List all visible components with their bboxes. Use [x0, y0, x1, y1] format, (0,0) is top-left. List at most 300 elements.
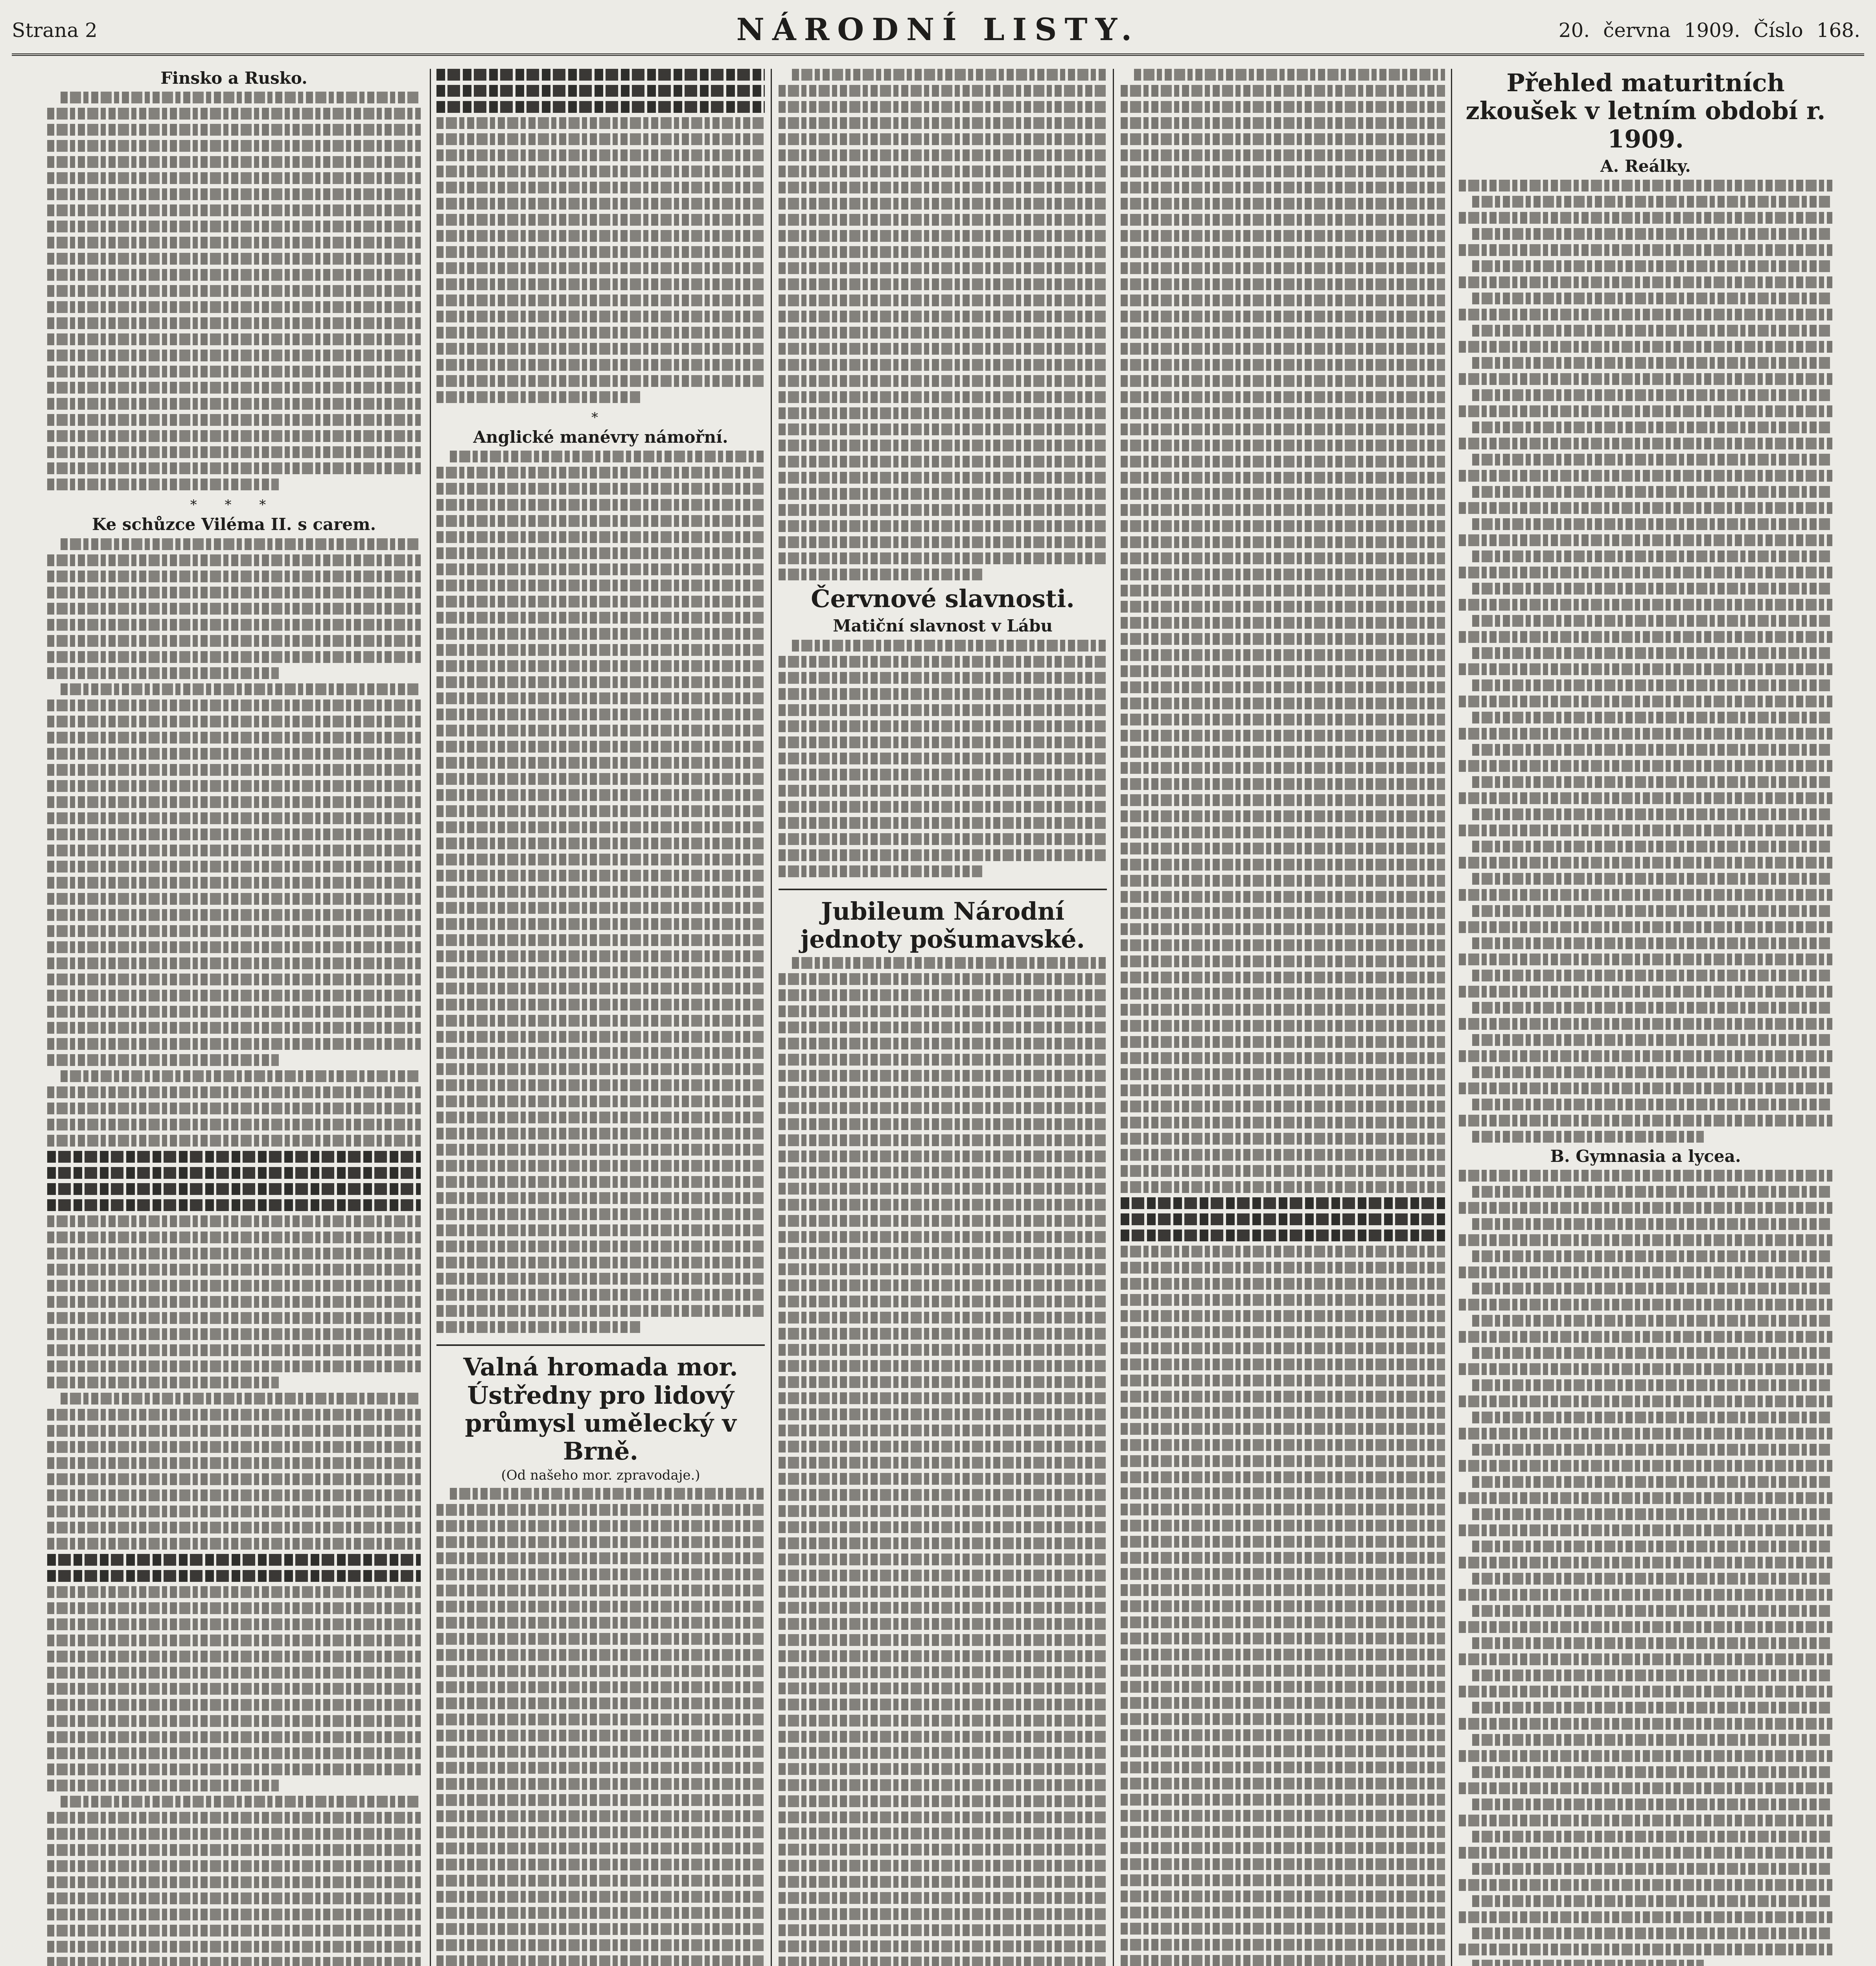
text-line	[1121, 1084, 1445, 1096]
text-line	[47, 285, 421, 297]
text-line	[1459, 1621, 1832, 1633]
text-line	[1459, 728, 1832, 740]
text-line	[1121, 343, 1445, 355]
text-line	[47, 269, 421, 281]
article-subheading: B. Gymnasia a lycea.	[1550, 1147, 1741, 1166]
text-line	[779, 1247, 1107, 1259]
text-line	[47, 479, 279, 490]
text-line	[436, 1504, 765, 1516]
text-line	[1459, 1847, 1832, 1859]
text-line	[1472, 937, 1832, 949]
text-line	[436, 182, 765, 193]
text-line	[1472, 615, 1832, 627]
text-line	[1472, 808, 1832, 820]
text-line	[779, 1167, 1107, 1178]
text-line	[779, 688, 1107, 700]
text-line	[1459, 567, 1832, 578]
text-line	[1459, 1718, 1832, 1730]
text-line	[436, 1241, 765, 1252]
text-line	[779, 1457, 1107, 1469]
text-line	[779, 1795, 1107, 1807]
text-line	[1121, 1181, 1445, 1193]
text-line	[1121, 859, 1445, 871]
text-line	[1472, 1034, 1832, 1046]
text-line	[1459, 986, 1832, 998]
text-line	[47, 667, 279, 679]
text-line	[779, 1215, 1107, 1227]
text-line	[436, 483, 765, 495]
text-line	[779, 1022, 1107, 1033]
text-line	[779, 1699, 1107, 1710]
text-line	[436, 1176, 765, 1188]
text-line	[436, 101, 765, 113]
text-line	[1472, 1218, 1832, 1230]
article-body	[1121, 69, 1445, 1966]
text-line	[436, 117, 765, 129]
text-line	[47, 237, 421, 249]
text-line	[47, 845, 421, 856]
text-line	[1459, 1750, 1832, 1762]
text-line	[47, 732, 421, 744]
text-line	[436, 1079, 765, 1091]
text-line	[436, 1273, 765, 1285]
text-line	[779, 1473, 1107, 1485]
text-line	[1121, 536, 1445, 548]
text-line	[779, 1715, 1107, 1727]
text-line	[1121, 520, 1445, 532]
text-line	[779, 1038, 1107, 1049]
text-line	[1472, 776, 1832, 788]
text-line	[779, 311, 1107, 322]
text-line	[436, 1891, 765, 1903]
separator-stars: *	[591, 410, 610, 425]
text-line	[436, 757, 765, 769]
text-line	[1459, 1879, 1832, 1891]
text-line	[1121, 923, 1445, 935]
text-line	[779, 1376, 1107, 1388]
text-line	[1472, 550, 1832, 562]
text-line	[1459, 1653, 1832, 1665]
text-line	[1472, 260, 1832, 272]
text-line	[1472, 1131, 1704, 1143]
text-line	[1121, 1584, 1445, 1596]
text-line	[47, 1522, 421, 1533]
text-line	[436, 563, 765, 575]
text-line	[47, 861, 421, 873]
text-line	[779, 133, 1107, 145]
text-line	[779, 1279, 1107, 1291]
text-line	[1121, 1455, 1445, 1467]
text-line	[1459, 825, 1832, 836]
text-line	[436, 1843, 765, 1854]
text-line	[779, 1828, 1107, 1839]
text-line	[779, 536, 1107, 548]
column-divider	[1451, 69, 1452, 1966]
text-line	[1472, 486, 1832, 498]
text-line	[436, 1601, 765, 1613]
text-line	[1472, 841, 1832, 852]
text-line	[47, 1957, 421, 1966]
text-line	[47, 651, 421, 663]
text-line	[436, 741, 765, 753]
text-line	[1459, 663, 1832, 675]
text-line	[436, 1826, 765, 1838]
text-line	[1121, 1278, 1445, 1290]
text-line	[779, 359, 1107, 371]
text-line	[436, 660, 765, 672]
text-line	[779, 1876, 1107, 1888]
text-line	[1121, 149, 1445, 161]
text-line	[436, 278, 765, 290]
text-line	[779, 214, 1107, 226]
text-line	[436, 327, 765, 339]
text-line	[436, 1160, 765, 1172]
text-line	[1134, 69, 1445, 81]
text-line	[47, 1248, 421, 1259]
text-line	[47, 1264, 421, 1276]
text-line	[1472, 357, 1832, 369]
text-line	[779, 1151, 1107, 1162]
text-line	[1459, 405, 1832, 417]
newspaper-title: NÁRODNÍ LISTY.	[736, 12, 1140, 48]
text-line	[47, 1183, 421, 1195]
text-line	[47, 398, 421, 410]
text-line	[47, 430, 421, 442]
text-line	[1459, 760, 1832, 772]
text-line	[47, 333, 421, 345]
text-line	[1459, 1331, 1832, 1343]
text-line	[779, 1505, 1107, 1517]
text-line	[47, 635, 421, 647]
article-body	[779, 69, 1107, 585]
text-line	[1121, 891, 1445, 903]
text-line	[436, 1192, 765, 1204]
text-line	[779, 1940, 1107, 1952]
text-line	[436, 166, 765, 177]
text-line	[47, 1280, 421, 1292]
text-line	[47, 748, 421, 760]
text-line	[1121, 85, 1445, 97]
text-line	[779, 1634, 1107, 1646]
text-line	[1121, 1423, 1445, 1435]
text-line	[1472, 1766, 1832, 1778]
text-line	[1472, 389, 1832, 401]
text-line	[779, 672, 1107, 684]
text-line	[47, 1876, 421, 1888]
text-line	[1459, 1202, 1832, 1214]
text-line	[436, 902, 765, 914]
text-line	[47, 764, 421, 776]
text-line	[436, 773, 765, 785]
text-line	[779, 1666, 1107, 1678]
article-body	[436, 1488, 765, 1966]
text-line	[779, 1408, 1107, 1420]
text-line	[1121, 1826, 1445, 1838]
text-line	[779, 989, 1107, 1001]
text-line	[779, 117, 1107, 129]
text-line	[1459, 1911, 1832, 1923]
text-line	[779, 230, 1107, 242]
text-line	[1459, 180, 1832, 191]
text-line	[436, 628, 765, 640]
text-line	[1121, 230, 1445, 242]
text-line	[1121, 1294, 1445, 1306]
text-line	[1459, 1018, 1832, 1030]
text-line	[436, 725, 765, 736]
text-line	[779, 1570, 1107, 1581]
text-line	[436, 467, 765, 479]
text-line	[779, 85, 1107, 97]
text-line	[436, 612, 765, 624]
text-line	[436, 343, 765, 355]
text-line	[1121, 440, 1445, 451]
article-heading: Valná hromada mor. Ústředny pro lidový průmysl umělecký v Brně.	[463, 1353, 738, 1466]
text-line	[1121, 1504, 1445, 1515]
text-line	[1459, 1395, 1832, 1407]
text-line	[1459, 696, 1832, 707]
text-line	[1459, 470, 1832, 482]
text-line	[436, 821, 765, 833]
text-line	[1121, 1745, 1445, 1757]
text-line	[47, 1135, 421, 1147]
text-line	[450, 451, 765, 462]
text-line	[1472, 1066, 1832, 1078]
text-line	[779, 1425, 1107, 1436]
text-line	[779, 1554, 1107, 1565]
text-line	[436, 692, 765, 704]
text-line	[47, 156, 421, 168]
text-line	[1459, 276, 1832, 288]
article-body	[779, 957, 1107, 1966]
text-line	[1121, 1649, 1445, 1660]
text-line	[47, 1473, 421, 1485]
text-line	[779, 246, 1107, 258]
text-line	[47, 1103, 421, 1114]
article-heading: Přehled maturitních zkoušek v letním období r. 1909.	[1465, 69, 1826, 153]
text-line	[779, 1811, 1107, 1823]
text-line	[779, 456, 1107, 468]
text-line	[1459, 212, 1832, 224]
text-line	[1121, 714, 1445, 725]
text-line	[47, 957, 421, 969]
text-line	[1459, 1686, 1832, 1697]
text-line	[779, 1521, 1107, 1533]
text-line	[779, 343, 1107, 355]
text-line	[47, 188, 421, 200]
text-line	[1472, 1637, 1832, 1649]
text-line	[1121, 1778, 1445, 1789]
text-line	[1472, 1379, 1832, 1391]
column-2	[436, 69, 765, 1966]
text-line	[47, 1586, 421, 1598]
text-line	[1472, 647, 1832, 659]
text-line	[1121, 1213, 1445, 1225]
text-line	[1121, 1681, 1445, 1693]
text-line	[1121, 166, 1445, 177]
column-divider	[1113, 69, 1114, 1966]
text-line	[1121, 698, 1445, 709]
text-line	[1121, 1568, 1445, 1580]
text-line	[779, 520, 1107, 532]
text-line	[47, 317, 421, 329]
text-line	[436, 1697, 765, 1709]
text-line	[436, 1321, 640, 1333]
text-line	[47, 1441, 421, 1453]
text-line	[779, 375, 1107, 387]
text-line	[1121, 665, 1445, 677]
text-line	[779, 1957, 1107, 1966]
text-line	[47, 1119, 421, 1130]
text-line	[47, 204, 421, 216]
text-line	[47, 366, 421, 377]
text-line	[61, 683, 421, 695]
text-line	[47, 1909, 421, 1920]
text-line	[779, 182, 1107, 193]
text-line	[1121, 472, 1445, 484]
text-line	[436, 1128, 765, 1139]
text-line	[1121, 1842, 1445, 1854]
text-line	[1121, 1520, 1445, 1532]
text-line	[779, 1344, 1107, 1356]
text-line	[47, 1022, 421, 1034]
text-line	[436, 246, 765, 258]
text-line	[779, 1731, 1107, 1743]
text-line	[47, 909, 421, 921]
text-line	[436, 230, 765, 242]
text-line	[779, 1070, 1107, 1082]
text-line	[1472, 1670, 1832, 1681]
text-line	[779, 785, 1107, 797]
text-line	[47, 382, 421, 394]
text-line	[436, 1095, 765, 1107]
text-line	[1121, 1036, 1445, 1048]
article-heading: Ke schůzce Viléma II. s carem.	[92, 515, 376, 534]
text-line	[779, 1747, 1107, 1759]
text-line	[436, 1112, 765, 1123]
text-line	[1459, 1589, 1832, 1601]
text-line	[1121, 327, 1445, 339]
text-line	[436, 1746, 765, 1758]
text-line	[436, 966, 765, 978]
text-line	[436, 789, 765, 801]
text-line	[779, 504, 1107, 516]
text-line	[47, 301, 421, 313]
text-line	[779, 198, 1107, 210]
text-line	[1121, 1536, 1445, 1548]
text-line	[779, 488, 1107, 500]
text-line	[1472, 422, 1832, 433]
text-line	[1121, 375, 1445, 387]
article-body	[436, 451, 765, 1337]
text-line	[47, 221, 421, 232]
text-line	[47, 1731, 421, 1743]
text-line	[47, 828, 421, 840]
text-line	[1121, 198, 1445, 210]
text-line	[1121, 1310, 1445, 1322]
text-line	[1121, 681, 1445, 693]
text-line	[436, 1063, 765, 1075]
text-line	[1121, 1165, 1445, 1177]
column-divider	[771, 69, 772, 1966]
text-line	[436, 918, 765, 930]
text-line	[779, 973, 1107, 985]
text-line	[1121, 214, 1445, 226]
article-heading: Finsko a Rusko.	[160, 69, 307, 88]
text-line	[436, 149, 765, 161]
text-line	[1459, 438, 1832, 449]
text-line	[47, 446, 421, 458]
text-line	[1472, 1541, 1832, 1552]
text-line	[61, 1393, 421, 1405]
text-line	[47, 1038, 421, 1050]
text-line	[1121, 391, 1445, 403]
text-line	[1459, 373, 1832, 385]
text-line	[47, 1538, 421, 1550]
text-line	[792, 640, 1107, 652]
text-line	[779, 1586, 1107, 1598]
text-line	[779, 440, 1107, 451]
text-line	[1472, 1863, 1832, 1875]
text-line	[436, 311, 765, 322]
text-line	[792, 69, 1107, 81]
text-line	[1472, 518, 1832, 530]
text-line	[436, 85, 765, 97]
text-line	[47, 941, 421, 953]
text-line	[779, 833, 1107, 845]
text-line	[47, 1425, 421, 1437]
text-line	[1121, 1117, 1445, 1128]
text-line	[1121, 407, 1445, 419]
text-line	[779, 407, 1107, 419]
text-line	[1121, 939, 1445, 951]
text-line	[1121, 1810, 1445, 1822]
text-line	[1121, 1923, 1445, 1935]
text-line	[779, 1102, 1107, 1114]
text-line	[1121, 1858, 1445, 1870]
text-line	[1459, 1428, 1832, 1440]
text-line	[779, 865, 982, 877]
text-line	[1472, 679, 1832, 691]
text-line	[436, 934, 765, 946]
text-line	[779, 1763, 1107, 1775]
text-line	[1472, 1895, 1832, 1907]
text-line	[436, 1617, 765, 1629]
text-line	[47, 877, 421, 889]
text-line	[436, 950, 765, 962]
text-line	[1121, 359, 1445, 371]
text-line	[1121, 1439, 1445, 1451]
article-body	[47, 538, 421, 1966]
text-line	[779, 1908, 1107, 1920]
text-line	[1459, 1299, 1832, 1311]
article-subheading: (Od našeho mor. zpravodaje.)	[501, 1467, 700, 1484]
text-line	[1472, 1347, 1832, 1359]
text-line	[1121, 1955, 1445, 1966]
text-line	[436, 1015, 765, 1027]
text-line	[1121, 1762, 1445, 1773]
text-line	[436, 1224, 765, 1236]
text-line	[436, 547, 765, 559]
text-line	[1459, 502, 1832, 514]
text-line	[1459, 1815, 1832, 1826]
text-line	[779, 656, 1107, 668]
text-line	[779, 391, 1107, 403]
text-line	[47, 587, 421, 598]
text-line	[1472, 454, 1832, 466]
text-line	[1121, 101, 1445, 113]
text-line	[436, 805, 765, 817]
text-line	[1472, 1605, 1832, 1617]
